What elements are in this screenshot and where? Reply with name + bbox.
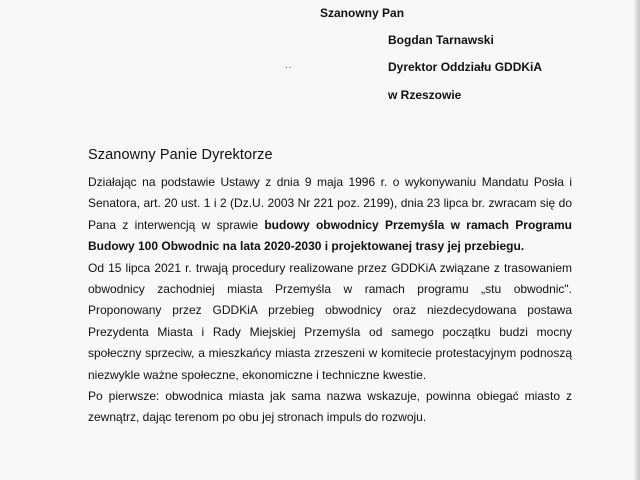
addressee-name: Bogdan Tarnawski xyxy=(388,33,494,47)
addressee-location: w Rzeszowie xyxy=(388,88,462,102)
addressee-position: Dyrektor Oddziału GDDKiA xyxy=(388,60,543,74)
letter-body xyxy=(88,172,572,429)
salutation: Szanowny Panie Dyrektorze xyxy=(88,147,273,163)
paragraph-first-point: Po pierwsze: obwodnica miasta jak sama nazwa wskazuje, powinna obiegać miasto z zewnątrz, dając terenom po obu jej stronach impuls do rozwoju. xyxy=(88,389,572,425)
paragraph-procedures: Od 15 lipca 2021 r. trwają procedury realizowane przez GDDKiA związane z trasowaniem obwodnicy zachodniej miasta Przemyśla w ramach programu „stu obwodnic". Proponowany przez GDDKiA przebieg obwodnicy oraz niezdecydowana postawa Prezydenta Miasta i Rady Miejskiej Przemyśla od samego początku budzi mocny społeczny sprzeciw, a mieszkańcy miasta zrzeszeni w komitecie protestacyjnym podnoszą niezwykle ważne społeczne, ekonomiczne i techniczne kwestie. xyxy=(88,260,572,382)
paragraph-intro-emphasis: budowy obwodnicy Przemyśla w ramach Programu Budowy 100 Obwodnic na lata 2020-2030 i projektowanej trasy jej przebiegu. xyxy=(88,217,572,254)
paragraph-intro xyxy=(88,172,572,258)
scan-specks: .. xyxy=(285,60,293,71)
scan-edge-shadow xyxy=(633,0,640,480)
addressee-greeting: Szanowny Pan xyxy=(320,6,405,20)
paragraph-intro-text: Działając na podstawie Ustawy z dnia 9 maja 1996 r. o wykonywaniu Mandatu Posła i Senatora, art. 20 ust. 1 i 2 (Dz.U. 2003 Nr 221 poz. 2199), dnia 23 lipca br. zwracam się do Pana z interwencją w sprawie xyxy=(88,175,572,232)
